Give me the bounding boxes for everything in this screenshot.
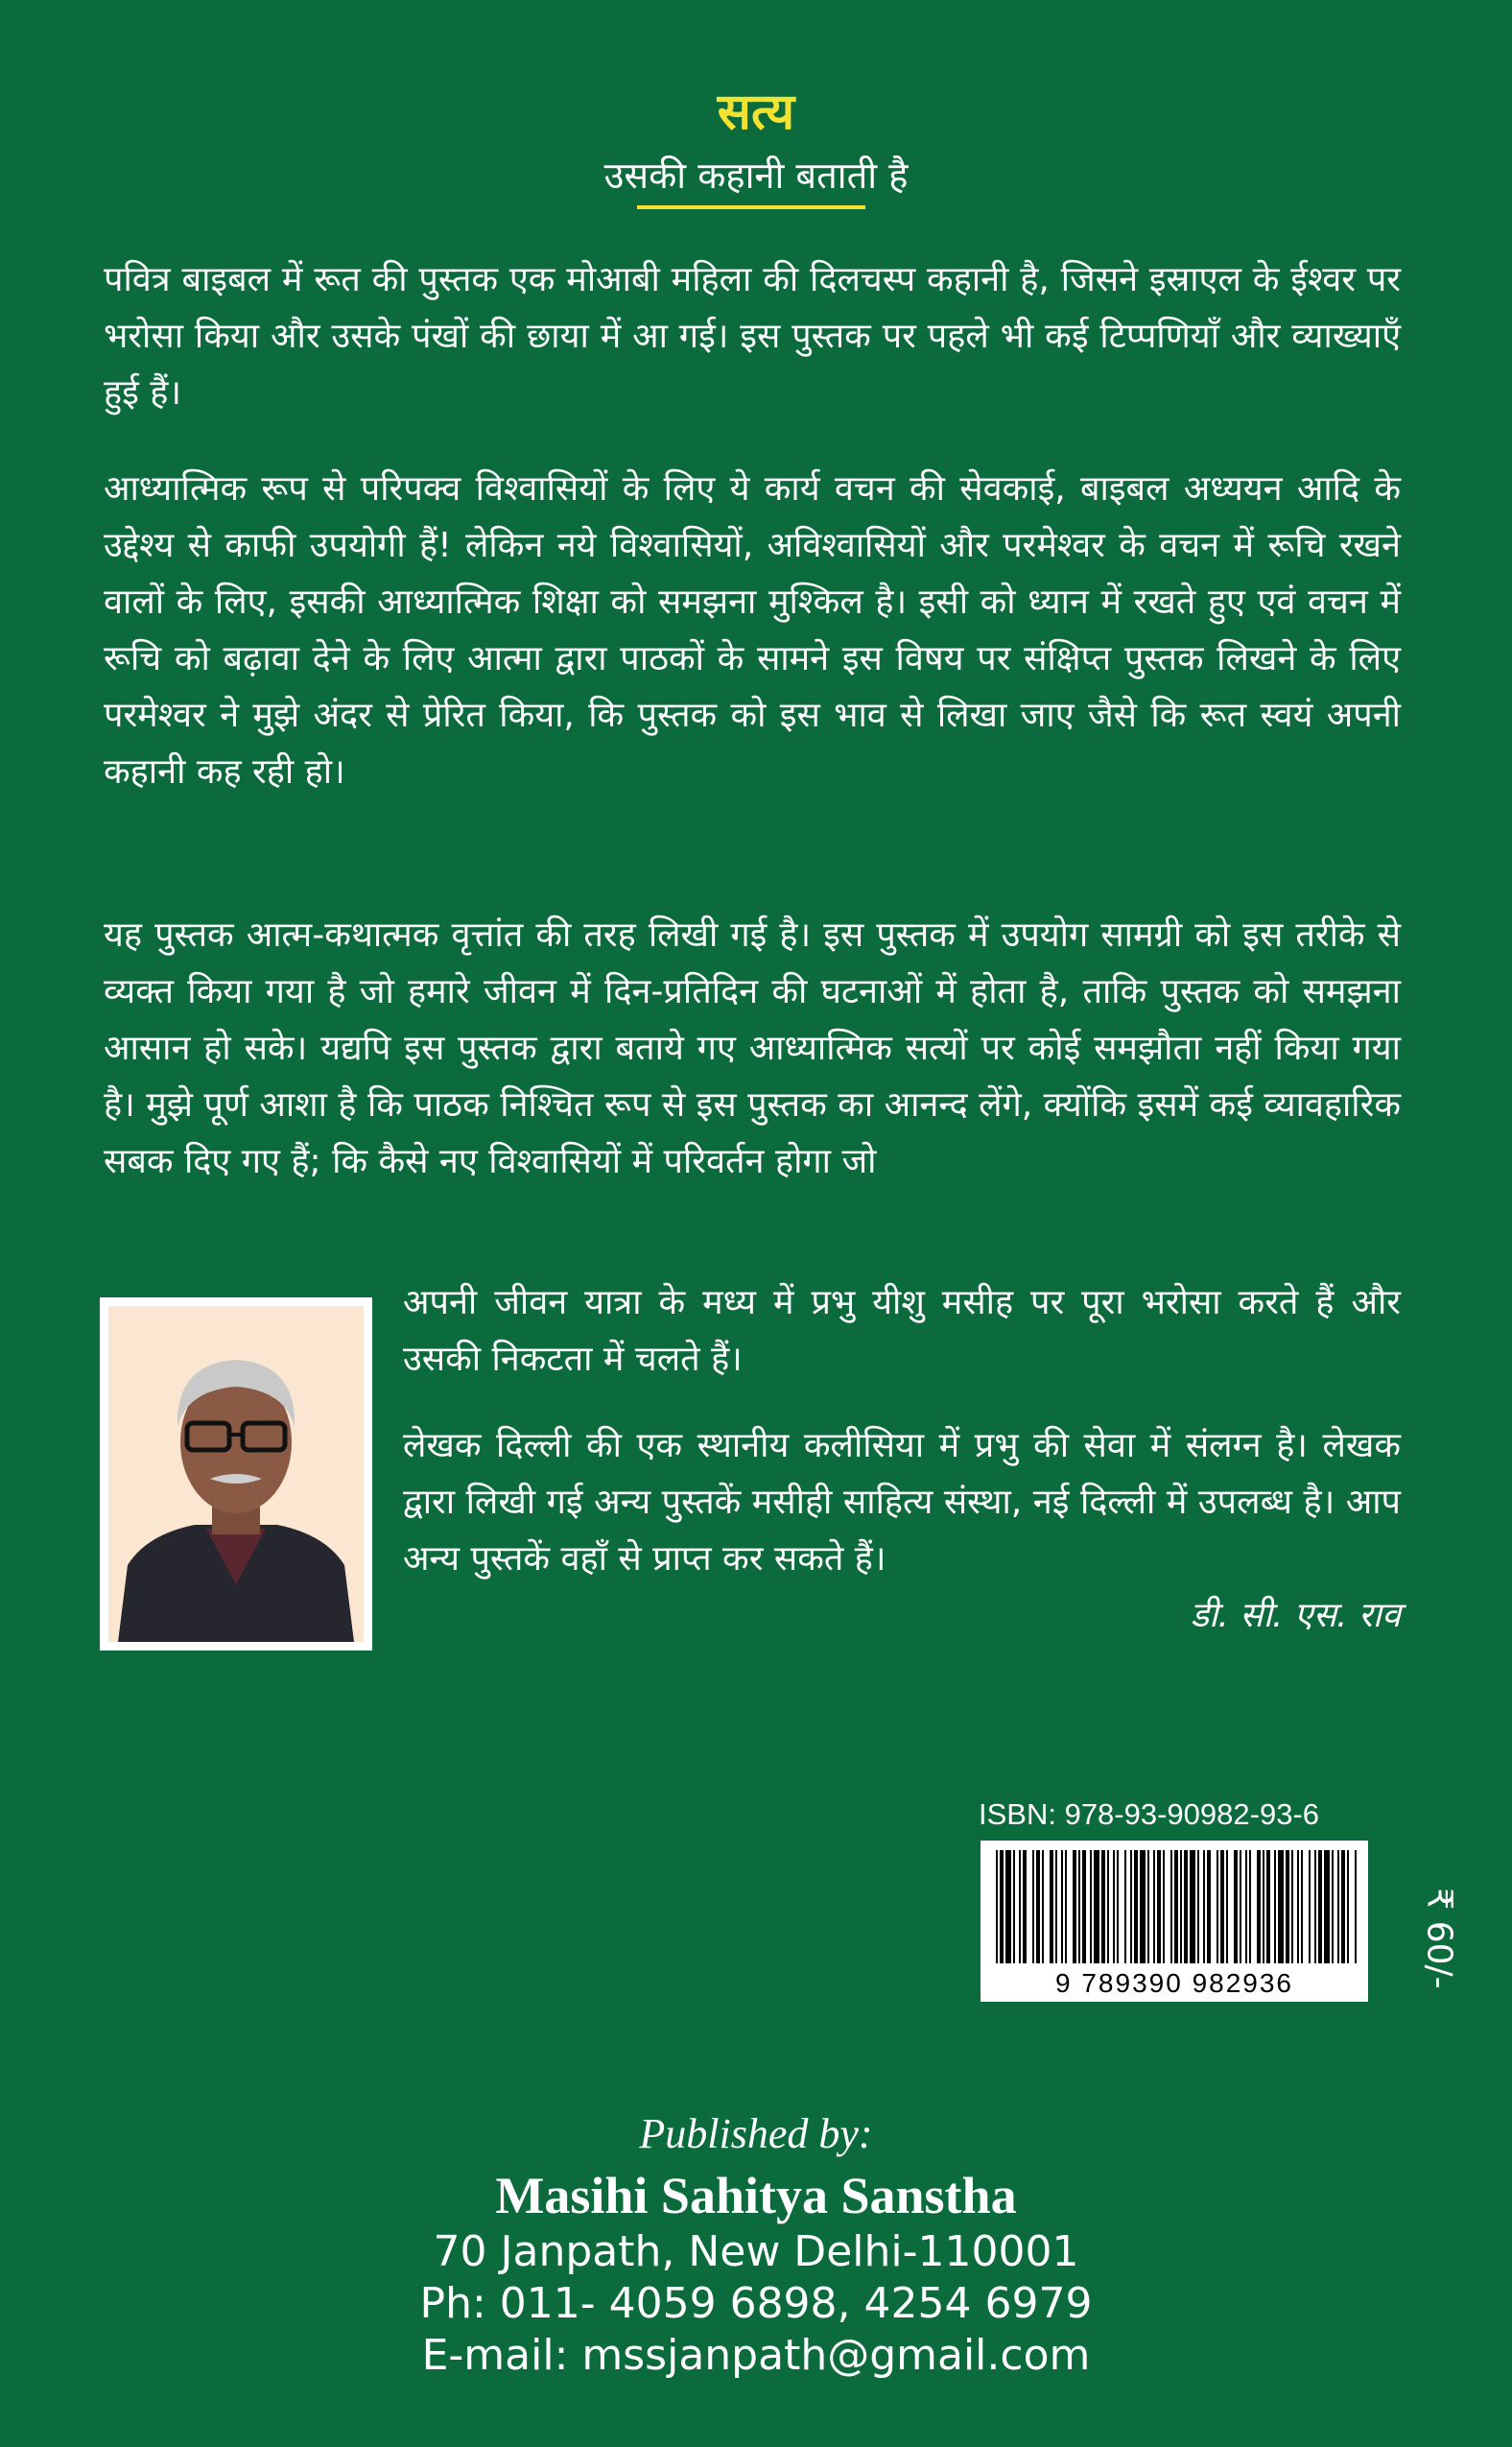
price-text: ₹ 60/- [1419, 1888, 1459, 1989]
barcode-bar [1266, 1850, 1270, 1963]
barcode-bar [1117, 1850, 1119, 1963]
barcode-bar [1170, 1850, 1172, 1963]
barcode-bar [1286, 1850, 1289, 1963]
barcode-bar [1263, 1850, 1264, 1963]
barcode-bar [1278, 1850, 1284, 1963]
barcode-bar [1019, 1850, 1021, 1963]
cover-subtitle: उसकी कहानी बताती है [603, 154, 909, 197]
paragraph-1: पवित्र बाइबल में रूत की पुस्तक एक मोआबी महिला की दिलचस्प कहानी है, जिसने इस्राएल के ईश्वर पर भरोसा किया और उसके पंखों की छाया में आ गई। इस पुस्तक पर पहले भी कई टिप्पणियाँ और व्याख्याएँ हुई हैं। [104, 260, 1401, 413]
author-signature: डी. सी. एस. राव [1190, 1596, 1401, 1635]
publisher-address: 70 Janpath, New Delhi-110001 [433, 2227, 1079, 2276]
barcode-bar [1163, 1850, 1165, 1963]
subtitle-underline [637, 205, 865, 209]
barcode-bar [1257, 1850, 1261, 1963]
barcode-bar [1113, 1850, 1115, 1963]
barcode-bar [1184, 1850, 1188, 1963]
barcode-bar [1055, 1850, 1057, 1963]
publisher-phone: Ph: 011- 4059 6898, 4254 6979 [419, 2279, 1093, 2328]
barcode-bar [1245, 1850, 1247, 1963]
isbn-label: ISBN: 978-93-90982-93-6 [979, 1797, 1320, 1831]
barcode-bar [1207, 1850, 1211, 1963]
barcode-bar [1347, 1850, 1349, 1963]
barcode-bar [1050, 1850, 1053, 1963]
barcode-bar [1073, 1850, 1076, 1963]
price [1418, 1871, 1460, 2006]
barcode-bar [1355, 1850, 1357, 1963]
barcode-bar [1190, 1850, 1195, 1963]
barcode-bar [1234, 1850, 1238, 1963]
publisher-email: E-mail: mssjanpath@gmail.com [421, 2331, 1091, 2380]
barcode-bar [1061, 1850, 1063, 1963]
barcode-digits: 9 789390 982936 [1055, 1968, 1293, 1998]
barcode-bar [1090, 1850, 1092, 1963]
barcode-bar [1005, 1850, 1011, 1963]
barcode-bar [1101, 1850, 1105, 1963]
barcode-bar [1000, 1850, 1004, 1963]
barcode-bar [1140, 1850, 1146, 1963]
barcode-bar [1032, 1850, 1034, 1963]
barcode-bar [1082, 1850, 1086, 1963]
barcode-bar [1226, 1850, 1228, 1963]
barcode-bar [1337, 1850, 1339, 1963]
barcode-bar [1147, 1850, 1149, 1963]
barcode-bar [1318, 1850, 1322, 1963]
barcode-bar [1274, 1850, 1276, 1963]
barcode-bar [1023, 1850, 1027, 1963]
barcode-bar [1134, 1850, 1138, 1963]
author-photo [100, 1297, 372, 1651]
barcode-bar [1042, 1850, 1044, 1963]
barcode-bar [1309, 1850, 1311, 1963]
barcode [980, 1841, 1368, 2002]
barcode-bar [1301, 1850, 1303, 1963]
barcode-bar [1297, 1850, 1299, 1963]
barcode-bar [1249, 1850, 1251, 1963]
barcode-bar [1217, 1850, 1218, 1963]
paragraph-4: अपनी जीवन यात्रा के मध्य में प्रभु यीशु मसीह पर पूरा भरोसा करते हैं और उसकी निकटता में चलते हैं। [403, 1283, 1401, 1379]
barcode-bar [1130, 1850, 1132, 1963]
barcode-bar [1314, 1850, 1316, 1963]
paragraph-3: यह पुस्तक आत्म-कथात्मक वृत्तांत की तरह लिखी गई है। इस पुस्तक में उपयोग सामग्री को इस तरीके से व्यक्त किया गया है जो हमारे जीवन में दिन-प्रतिदिन की घटनाओं में होता है, ताकि पुस्तक को समझना आसान हो सके। यद्यपि इस पुस्तक द्वारा बताये गए आध्यात्मिक सत्यों पर कोई समझौता नहीं किया गया है। मुझे पूर्ण आशा है कि पाठक निश्चित रूप से इस पुस्तक का आनन्द लेंगे, क्योंकि इसमें कई व्यावहारिक सबक दिए गए हैं; कि कैसे नए विश्वासियों में परिवर्तन होगा जो [104, 915, 1401, 1181]
paragraph-2: आध्यात्मिक रूप से परिपक्व विश्वासियों के लिए ये कार्य वचन की सेवकाई, बाइबल अध्ययन आदि के उद्देश्य से काफी उपयोगी हैं! लेकिन नये विश्वासियों, अविश्वासियों और परमेश्वर के वचन में रूचि रखने वालों के लिए, इसकी आध्यात्मिक शिक्षा को समझना मुश्किल है। इसी को ध्यान में रखते हुए एवं वचन में रूचि को बढ़ावा देने के लिए आत्मा द्वारा पाठकों के सामने इस विषय पर संक्षिप्त पुस्तक लिखने के लिए परमेश्वर ने मुझे अंदर से प्रेरित किया, कि पुस्तक को इस भाव से लिखा जाए जैसे कि रूत स्वयं अपनी कहानी कह रही हो। [104, 469, 1401, 792]
publisher-name: Masihi Sahitya Sanstha [495, 2167, 1017, 2224]
barcode-bar [1197, 1850, 1199, 1963]
cover-title: सत्य [717, 83, 795, 141]
barcode-bar [1240, 1850, 1241, 1963]
barcode-bar [1203, 1850, 1205, 1963]
barcode-bar [1220, 1850, 1224, 1963]
barcode-bars [996, 1850, 1357, 1963]
publisher-label: Published by: [639, 2110, 873, 2157]
barcode-bar [1124, 1850, 1126, 1963]
barcode-bar [1174, 1850, 1178, 1963]
barcode-bar [1153, 1850, 1155, 1963]
barcode-bar [1324, 1850, 1330, 1963]
barcode-bar [1094, 1850, 1099, 1963]
barcode-bar [1180, 1850, 1182, 1963]
barcode-bar [1065, 1850, 1067, 1963]
barcode-bar [1107, 1850, 1109, 1963]
barcode-bar [1036, 1850, 1040, 1963]
barcode-bar [1013, 1850, 1015, 1963]
barcode-bar [1291, 1850, 1293, 1963]
barcode-bar [1341, 1850, 1345, 1963]
barcode-bar [1078, 1850, 1080, 1963]
barcode-bar [1332, 1850, 1334, 1963]
barcode-bar [1157, 1850, 1161, 1963]
barcode-bar [996, 1850, 998, 1963]
paragraph-5: लेखक दिल्ली की एक स्थानीय कलीसिया में प्रभु की सेवा में संलग्न है। लेखक द्वारा लिखी गई अन्य पुस्तकें मसीही साहित्य संस्था, नई दिल्ली में उपलब्ध है। आप अन्य पुस्तकें वहाँ से प्राप्त कर सकते हैं। [403, 1426, 1401, 1579]
